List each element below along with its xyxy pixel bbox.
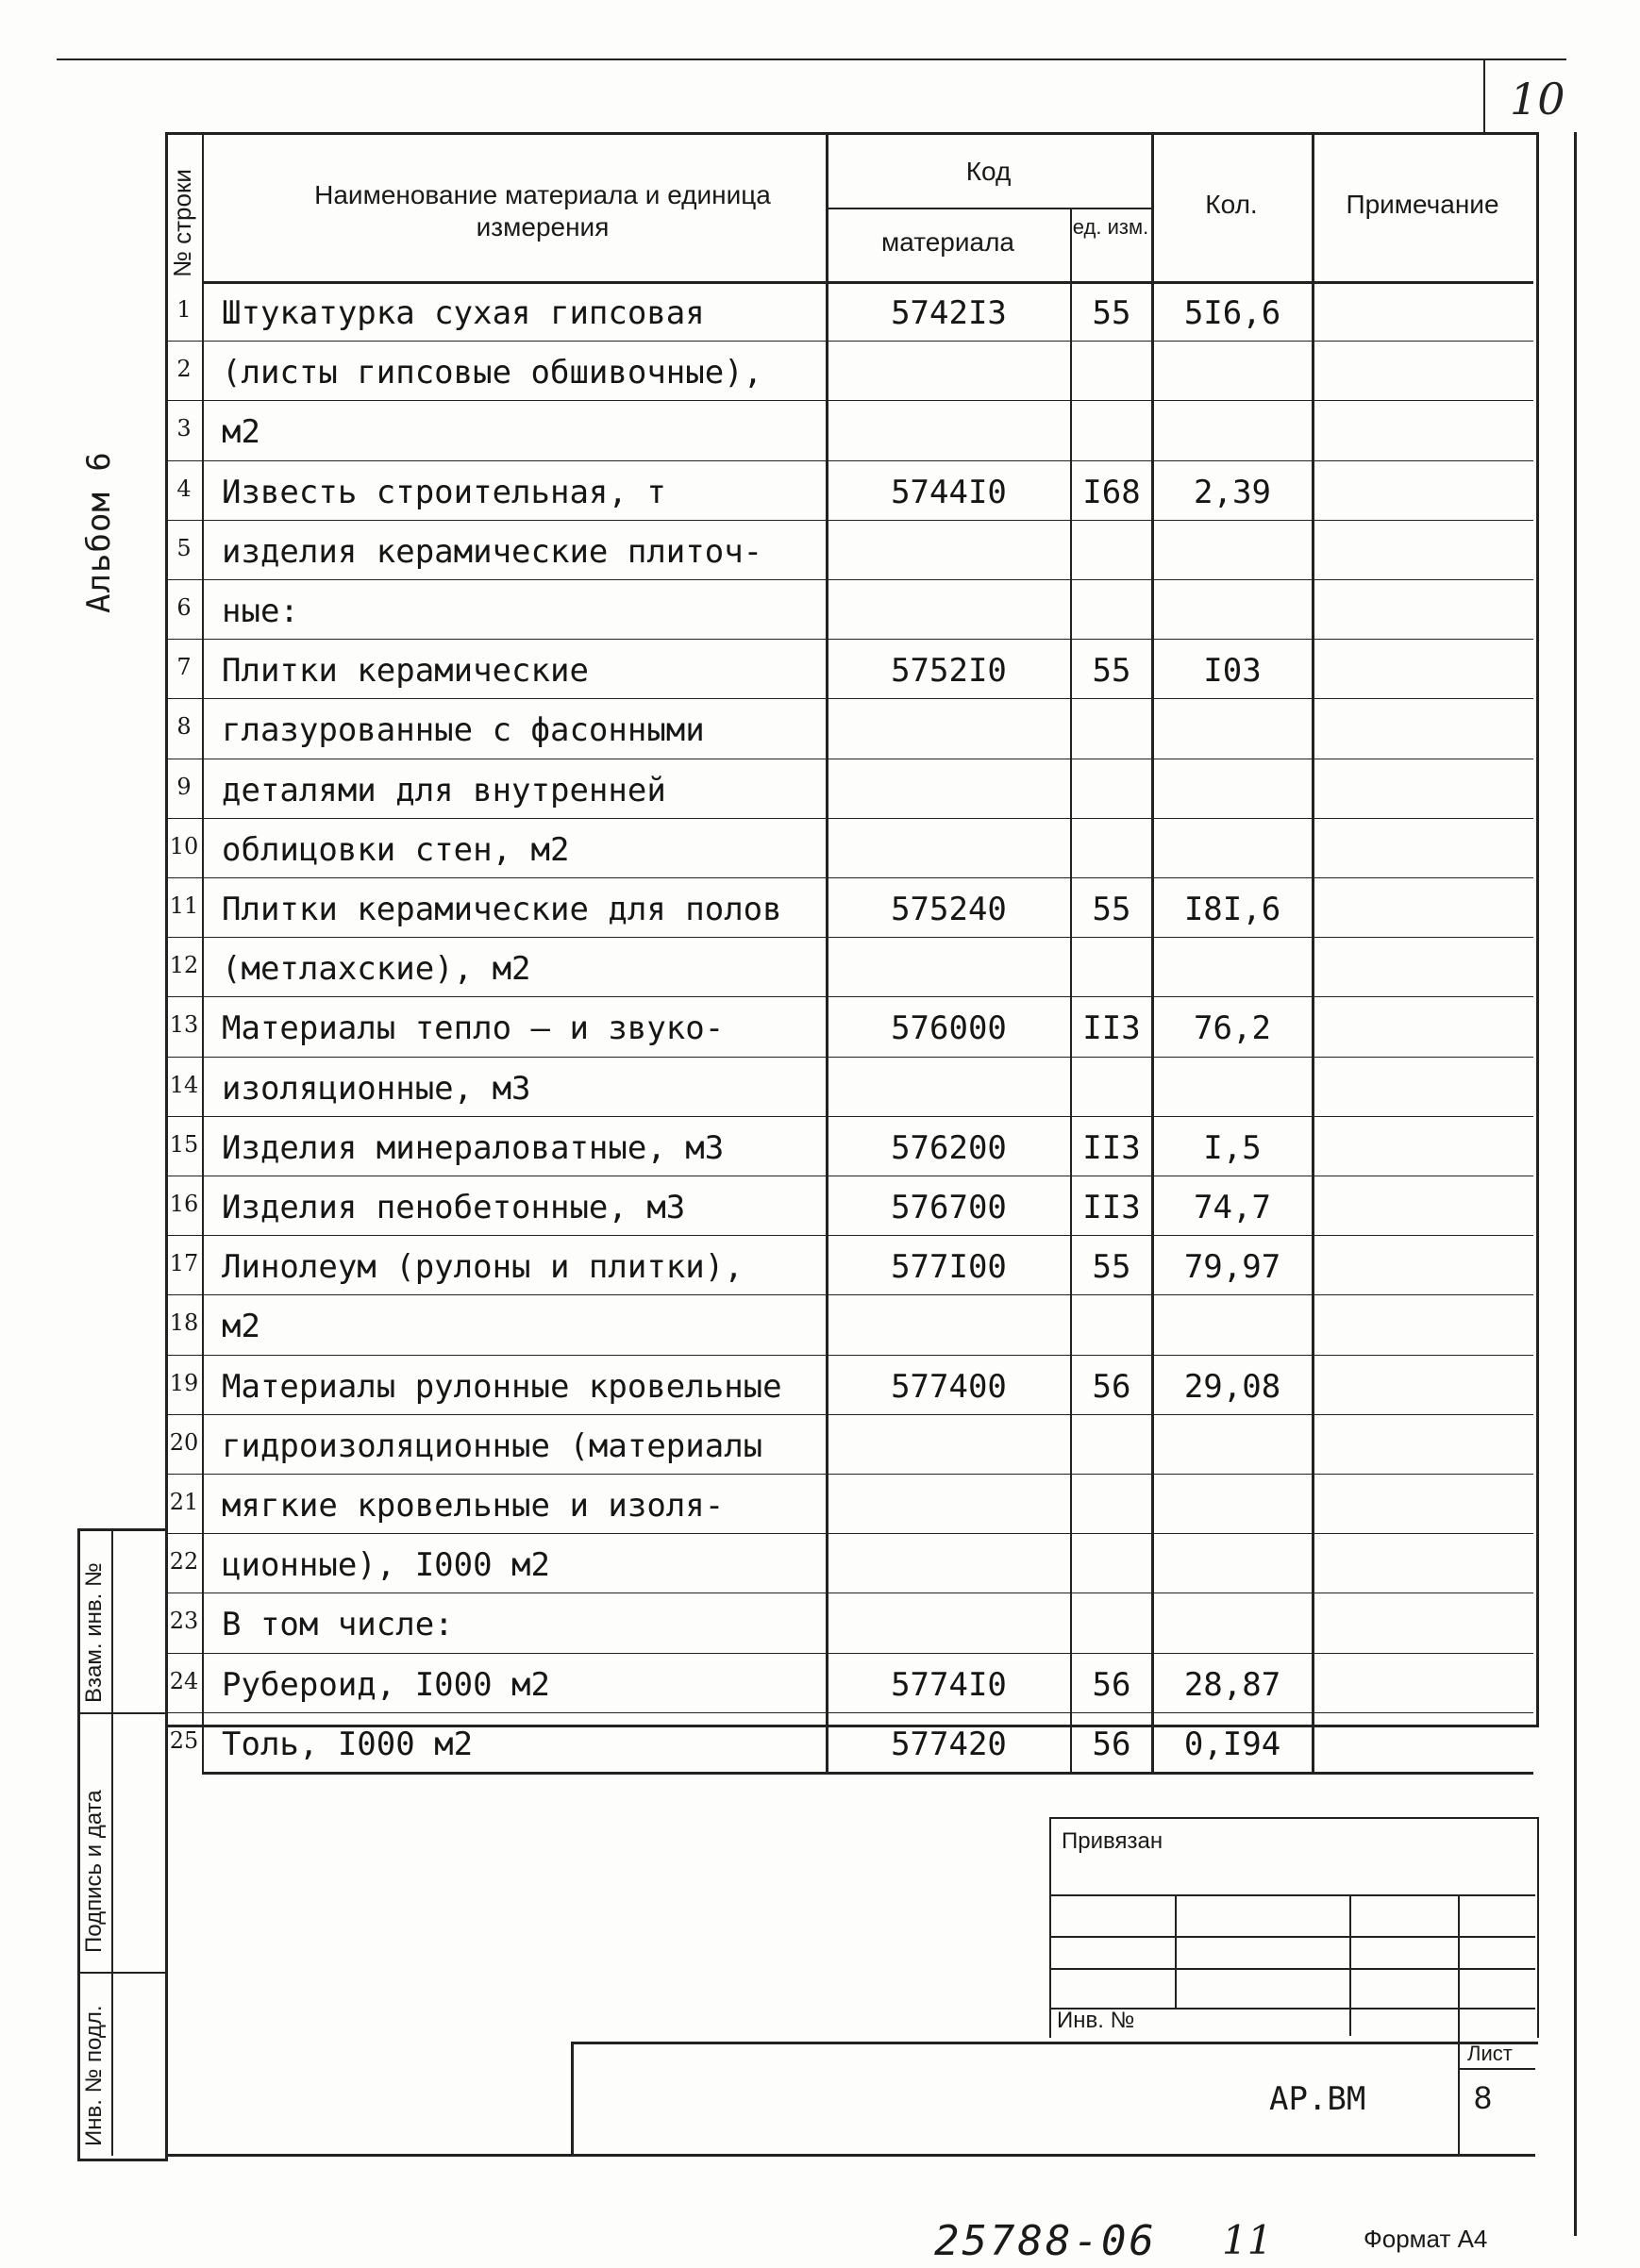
row-number: 14 [169,1071,199,1098]
row-rule [165,1057,1533,1058]
row-number: 25 [169,1726,199,1754]
row-number: 19 [169,1369,199,1396]
row-name: (листы гипсовые обшивочные), [222,354,763,392]
row-name: В том числе: [222,1606,454,1644]
privyazan-label: Привязан [1062,1828,1163,1854]
header-code-material: материала [881,227,1014,257]
row-rule [165,341,1533,342]
col-rule [1151,132,1154,1772]
row-rule [165,1474,1533,1475]
row-number: 2 [176,356,192,383]
side-stamp-rule [77,1972,165,1974]
right-margin-line [1574,132,1577,2236]
row-qty: 28,87 [1183,1665,1281,1704]
row-number: 12 [169,952,199,979]
row-unit: 55 [1092,294,1131,332]
row-number: 5 [176,534,192,561]
header-bottom-rule [202,281,1533,284]
stamp-rule [1049,1968,1535,1970]
footer-handwritten: 11 [1222,2217,1273,2263]
row-number: 15 [169,1130,199,1158]
stamp-rule [1175,1894,1177,2008]
row-qty: I03 [1203,652,1262,691]
row-number: 20 [169,1428,199,1456]
row-name: Изделия пенобетонные, м3 [222,1189,686,1226]
row-unit: 55 [1092,652,1131,691]
row-unit: 56 [1092,1665,1131,1704]
side-album-label: Альбом 6 [80,451,118,613]
row-rule [165,579,1533,580]
side-podpis: Подпись и дата [81,1790,107,1953]
header-code: Код [965,157,1012,186]
row-name: Штукатурка сухая гипсовая [222,294,705,332]
row-rule [165,818,1533,819]
col-rule [1070,208,1072,1772]
row-qty: 2,39 [1194,473,1271,511]
row-number: 10 [169,832,199,859]
side-vzam: Взам. инв. № [81,1562,107,1703]
row-name: Плитки керамические [222,652,589,691]
row-code: 5744I0 [891,473,1007,511]
row-rule [165,520,1533,521]
row-name: м2 [222,1308,260,1346]
row-qty: I,5 [1203,1128,1262,1167]
row-rule [165,877,1533,878]
row-code: 577400 [891,1367,1007,1406]
row-qty: 76,2 [1194,1009,1271,1048]
row-rule [165,1712,1533,1713]
row-name: Материалы тепло – и звуко- [222,1009,725,1048]
row-name: глазурованные с фасонными [222,711,705,750]
footer-format: Формат А4 [1364,2225,1488,2253]
row-rule [165,1533,1533,1534]
doc-code: АР.ВМ [1269,2080,1366,2118]
row-name: облицовки стен, м2 [222,830,570,869]
corner-sheet-number: 10 [1510,74,1565,125]
row-rule [165,1414,1533,1415]
table-bottom-rule [202,1772,1533,1775]
header-qty: Кол. [1205,190,1258,219]
row-name: мягкие кровельные и изоля- [222,1487,725,1525]
row-rule [165,1355,1533,1356]
row-rule [165,460,1533,461]
side-stamp-rule [77,1712,165,1714]
list-label: Лист [1467,2042,1513,2065]
row-number: 11 [169,892,199,919]
row-qty: 79,97 [1183,1248,1281,1287]
row-unit: II3 [1082,1128,1141,1167]
row-unit: 55 [1092,891,1131,928]
row-name: Линолеум (рулоны и плитки), [222,1248,744,1287]
row-rule [165,639,1533,640]
row-number: 1 [176,296,192,323]
stamp-rule [1049,1894,1535,1896]
row-number: 9 [176,773,192,800]
row-code: 576000 [891,1009,1007,1048]
row-name: изоляционные, м3 [222,1069,531,1108]
stamp-rule [1349,1894,1351,2036]
row-unit: 56 [1092,1725,1131,1763]
row-name: деталями для внутренней [222,771,666,809]
row-number: 21 [169,1489,199,1515]
row-unit: I68 [1082,473,1141,511]
row-qty: 74,7 [1194,1189,1271,1226]
header-subrule [826,208,1151,209]
row-name: Изделия минераловатные, м3 [222,1128,725,1167]
row-number: 7 [176,654,192,681]
row-number: 3 [176,415,192,442]
row-number: 6 [176,594,192,621]
row-name: ные: [222,592,299,630]
row-rule [165,996,1533,997]
corner-divider [1483,58,1485,134]
row-code: 577I00 [891,1248,1007,1287]
header-note: Примечание [1346,190,1499,219]
stamp-rule [1458,2068,1535,2070]
row-rule [165,1116,1533,1117]
row-code: 5742I3 [891,294,1007,332]
row-code: 5774I0 [891,1665,1007,1704]
row-number: 4 [176,475,192,502]
row-rule [165,400,1533,401]
side-stamp-rule [111,1528,113,2156]
row-unit: 55 [1092,1248,1131,1287]
row-rule [165,1235,1533,1236]
row-code: 576700 [891,1189,1007,1226]
row-name: ционные), I000 м2 [222,1546,550,1585]
stamp-rule [1049,1936,1535,1938]
row-name: м2 [222,413,260,452]
header-row-no: № строки [168,169,196,277]
row-name: Плитки керамические для полов [222,891,782,928]
col-rule [1312,132,1314,1772]
top-rule [57,58,1566,60]
row-qty: 0,I94 [1183,1725,1281,1763]
footer-doc-number: 25788-06 [934,2217,1157,2265]
row-number: 13 [169,1011,199,1039]
row-unit: II3 [1082,1009,1141,1048]
header-name: Наименование материала и единица измерения [314,180,771,242]
row-number: 16 [169,1191,199,1217]
row-code: 577420 [891,1725,1007,1763]
row-name: (метлахские), м2 [222,950,531,989]
row-name: Толь, I000 м2 [222,1725,474,1763]
row-qty: 5I6,6 [1183,294,1281,332]
header-code-unit: ед. изм. [1072,215,1149,239]
row-rule [165,937,1533,938]
sheet-number: 8 [1474,2080,1492,2116]
row-number: 22 [169,1548,199,1576]
row-number: 24 [169,1667,199,1694]
row-code: 5752I0 [891,652,1007,691]
row-code: 576200 [891,1128,1007,1167]
side-inv-podl: Инв. № подл. [81,2005,107,2146]
row-unit: 56 [1092,1367,1131,1406]
row-name: изделия керамические плиточ- [222,532,763,571]
title-block [571,2042,1538,2155]
row-qty: I8I,6 [1183,891,1281,928]
inv-no-label: Инв. № [1057,2008,1135,2033]
row-name: Известь строительная, т [222,473,666,511]
row-unit: II3 [1082,1189,1141,1226]
row-number: 18 [169,1309,199,1337]
row-number: 17 [169,1250,199,1277]
row-rule [165,1294,1533,1295]
row-qty: 29,08 [1183,1367,1281,1406]
row-number: 8 [176,713,192,741]
row-rule [165,1653,1533,1654]
row-code: 575240 [891,891,1007,928]
row-name: гидроизоляционные (материалы [222,1426,763,1465]
stamp-left-rule [165,1722,167,2156]
row-number: 23 [169,1608,199,1635]
row-name: Рубероид, I000 м2 [222,1665,550,1704]
row-name: Материалы рулонные кровельные [222,1367,782,1406]
col-rule [826,132,828,1772]
row-rule [165,698,1533,699]
